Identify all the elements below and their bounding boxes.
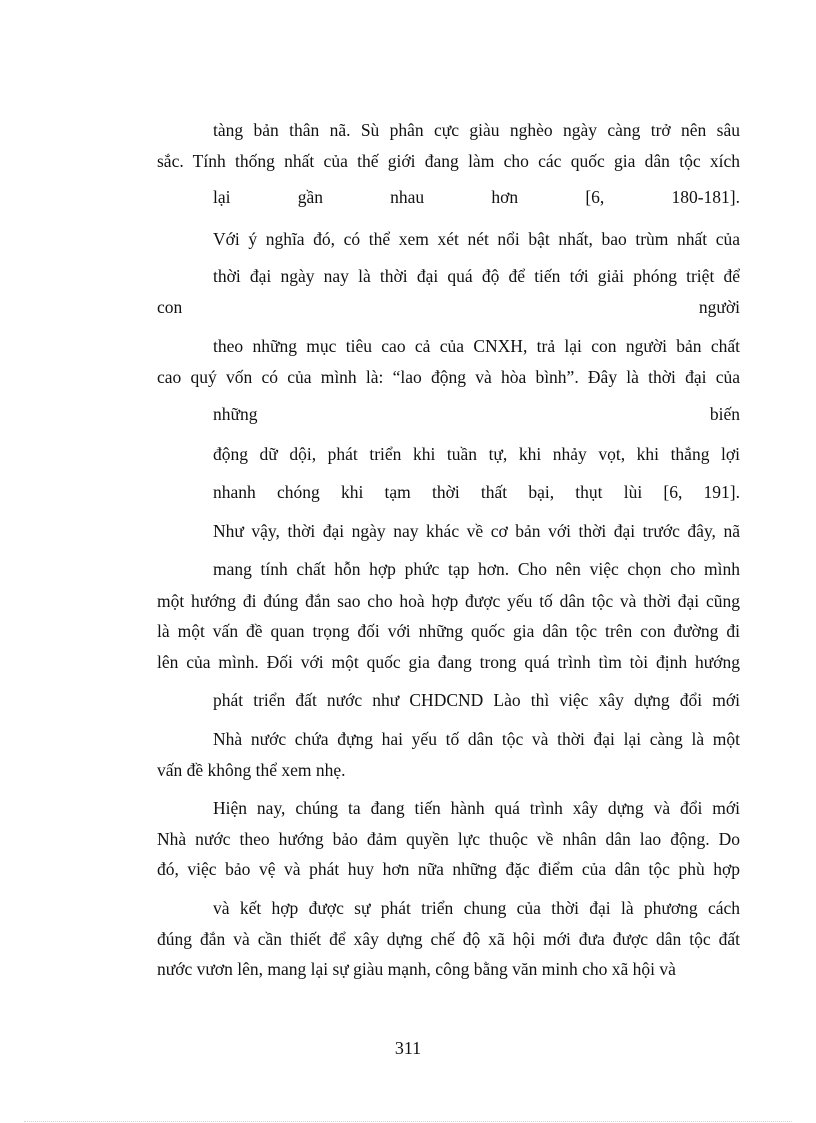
text-line: vấn đề không thể xem nhẹ. <box>157 760 346 780</box>
text-line: lại gần nhau hơn [6, 180-181]. <box>213 187 740 207</box>
text-line: con người <box>157 297 740 317</box>
text-line: tàng bản thân nã. Sù phân cực giàu nghèo ngày càng trở nên sâu <box>213 120 740 140</box>
page-bottom-divider <box>24 1121 792 1122</box>
text-line: và kết hợp được sự phát triển chung của thời đại là phương cách <box>213 898 740 918</box>
text-line: Hiện nay, chúng ta đang tiến hành quá trình xây dựng và đổi mới <box>213 798 740 818</box>
text-line: nhanh chóng khi tạm thời thất bại, thụt lùi [6, 191]. <box>213 482 740 502</box>
text-line: động dữ dội, phát triển khi tuần tự, khi nhảy vọt, khi thắng lợi <box>213 444 740 464</box>
text-line: mang tính chất hỗn hợp phức tạp hơn. Cho nên việc chọn cho mình <box>213 559 740 579</box>
page-number: 311 <box>394 1038 422 1058</box>
text-line: sắc. Tính thống nhất của thế giới đang làm cho các quốc gia dân tộc xích <box>157 151 740 171</box>
text-line: lên của mình. Đối với một quốc gia đang trong quá trình tìm tòi định hướng <box>157 652 740 672</box>
text-line: thời đại ngày nay là thời đại quá độ để tiến tới giải phóng triệt để <box>213 266 740 286</box>
text-line: những biến <box>213 404 740 424</box>
text-line: Như vậy, thời đại ngày nay khác về cơ bản với thời đại trước đây, nã <box>213 521 740 541</box>
text-line: Với ý nghĩa đó, có thể xem xét nét nổi bật nhất, bao trùm nhất của <box>213 229 740 249</box>
text-line: theo những mục tiêu cao cả của CNXH, trả lại con người bản chất <box>213 336 740 356</box>
text-line: nước vươn lên, mang lại sự giàu mạnh, công bằng văn minh cho xã hội và <box>157 959 676 979</box>
text-line: là một vấn đề quan trọng đối với những quốc gia dân tộc trên con đường đi <box>157 621 740 641</box>
text-line: cao quý vốn có của mình là: “lao động và hòa bình”. Đây là thời đại của <box>157 367 740 387</box>
text-line: một hướng đi đúng đắn sao cho hoà hợp được yếu tố dân tộc và thời đại cũng <box>157 591 740 611</box>
text-line: đó, việc bảo vệ và phát huy hơn nữa những đặc điểm của dân tộc phù hợp <box>157 859 740 879</box>
text-line: Nhà nước chứa đựng hai yếu tố dân tộc và thời đại lại càng là một <box>213 729 740 749</box>
text-line: Nhà nước theo hướng bảo đảm quyền lực thuộc về nhân dân lao động. Do <box>157 829 740 849</box>
text-line: đúng đắn và cần thiết để xây dựng chế độ xã hội mới đưa được dân tộc đất <box>157 929 740 949</box>
text-line: phát triển đất nước như CHDCND Lào thì việc xây dựng đổi mới <box>213 690 740 710</box>
